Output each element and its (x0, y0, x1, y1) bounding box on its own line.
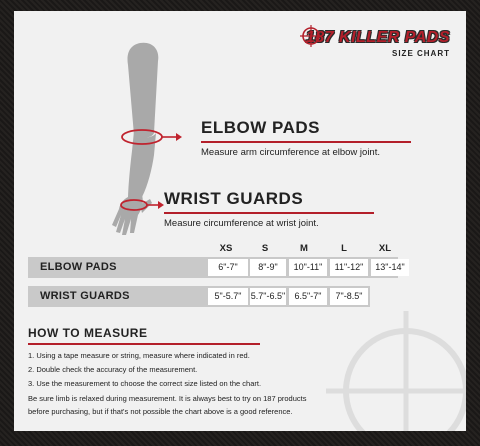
wrist-guards-description: Measure circumference at wrist joint. (164, 218, 319, 229)
how-to-measure-heading: HOW TO MEASURE (28, 326, 148, 340)
how-to-measure-section (28, 326, 452, 417)
logo-wordmark: 187 KILLER PADS (305, 29, 450, 46)
wrist-guards-rule (164, 212, 374, 214)
measure-step-3: 3. Use the measurement to choose the correct size listed on the chart. (28, 379, 262, 388)
elbow-pads-heading: ELBOW PADS (201, 118, 320, 137)
size-chart-title: SIZE CHART (392, 49, 450, 58)
elbow-pads-rule (201, 141, 411, 143)
brand-logo (306, 29, 450, 58)
cell-elbow-s: 8"-9" (250, 259, 286, 276)
size-column-xl: XL (378, 243, 392, 254)
wrist-guards-section (164, 189, 374, 229)
table-row-wrist-guards (28, 286, 370, 307)
cell-elbow-xl: 13"-14" (371, 259, 409, 276)
measure-step-2: 2. Double check the accuracy of the measurement. (28, 365, 198, 374)
cell-elbow-m: 10"-11" (289, 259, 327, 276)
row-label-elbow-pads: ELBOW PADS (40, 261, 117, 273)
how-to-measure-rule (28, 343, 260, 345)
measure-step-1: 1. Using a tape measure or string, measure where indicated in red. (28, 351, 250, 360)
cell-wrist-m: 6.5"-7" (289, 288, 327, 305)
cell-elbow-xs: 6"-7" (208, 259, 248, 276)
size-column-xs: XS (219, 243, 233, 254)
cell-wrist-xs: 5"-5.7" (208, 288, 248, 305)
size-column-m: M (300, 243, 308, 254)
measure-note-line-1: Be sure limb is relaxed during measurement. It is always best to try on 187 products (28, 394, 307, 403)
size-chart-panel (14, 11, 466, 431)
elbow-pads-section (201, 118, 411, 158)
crosshair-icon (300, 25, 322, 47)
size-column-l: L (341, 243, 347, 254)
cell-elbow-l: 11"-12" (330, 259, 368, 276)
elbow-measure-ring (118, 121, 198, 153)
row-label-wrist-guards: WRIST GUARDS (40, 290, 130, 302)
size-column-s: S (261, 243, 269, 254)
measure-note-line-2: before purchasing, but if that's not possible the chart above is a good reference. (28, 407, 293, 416)
elbow-pads-description: Measure arm circumference at elbow joint. (201, 147, 380, 158)
table-row-elbow-pads (28, 257, 405, 278)
wrist-guards-heading: WRIST GUARDS (164, 189, 304, 208)
cell-wrist-l: 7"-8.5" (330, 288, 368, 305)
cell-wrist-s: 5.7"-6.5" (250, 288, 286, 305)
